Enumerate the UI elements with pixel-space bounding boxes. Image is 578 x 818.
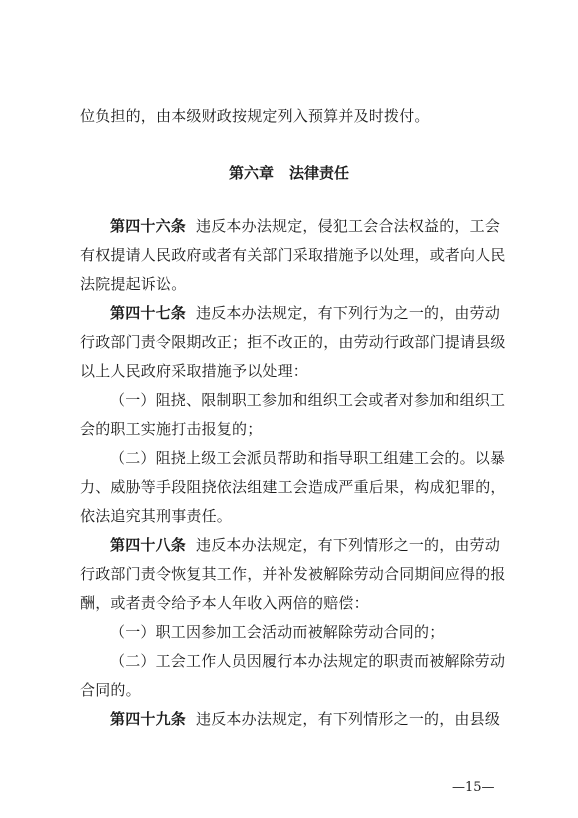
article-46-text: 违反本办法规定，侵犯工会合法权益的，工会 <box>196 217 501 235</box>
text-line: 位负担的，由本级财政按规定列入预算并及时拨付。 <box>80 107 430 125</box>
page-number: —15— <box>452 780 495 795</box>
article-47-line-1 <box>110 303 505 323</box>
text-line: 行政部门责令限期改正；拒不改正的，由劳动行政部门提请县级 <box>80 333 506 351</box>
article-46-line-1 <box>110 216 505 236</box>
text-line: 法院提起诉讼。 <box>80 275 187 293</box>
text-line: 力、威胁等手段阻挠依法组建工会造成严重后果，构成犯罪的， <box>80 478 506 496</box>
article-48-label: 第四十八条 <box>110 536 187 554</box>
article-48-line-1 <box>110 535 505 555</box>
text-line: 以上人民政府采取措施予以处理： <box>80 362 309 380</box>
article-48-text: 违反本办法规定，有下列情形之一的，由劳动 <box>196 536 501 554</box>
text-line: 依法追究其刑事责任。 <box>80 507 233 525</box>
article-49-text: 违反本办法规定，有下列情形之一的，由县级 <box>196 710 501 728</box>
text-line: 行政部门责令恢复其工作，并补发被解除劳动合同期间应得的报 <box>80 565 506 583</box>
text-line: 合同的。 <box>80 681 141 699</box>
article-49-label: 第四十九条 <box>110 710 187 728</box>
text-line: 有权提请人民政府或者有关部门采取措施予以处理，或者向人民 <box>80 246 506 264</box>
article-47-label: 第四十七条 <box>110 304 187 322</box>
article-47-text: 违反本办法规定，有下列行为之一的，由劳动 <box>196 304 501 322</box>
chapter-heading: 第六章 法律责任 <box>228 164 349 182</box>
text-line: （一）职工因参加工会活动而被解除劳动合同的； <box>110 623 445 641</box>
text-line: （二）阻挠上级工会派员帮助和指导职工组建工会的。以暴 <box>110 449 506 467</box>
text-line: （二）工会工作人员因履行本办法规定的职责而被解除劳动 <box>110 652 506 670</box>
text-line: 酬，或者责令给予本人年收入两倍的赔偿： <box>80 594 369 612</box>
text-line: （一）阻挠、限制职工参加和组织工会或者对参加和组织工 <box>110 391 506 409</box>
text-line: 会的职工实施打击报复的； <box>80 420 263 438</box>
article-46-label: 第四十六条 <box>110 217 187 235</box>
article-49-line-1 <box>110 709 505 729</box>
